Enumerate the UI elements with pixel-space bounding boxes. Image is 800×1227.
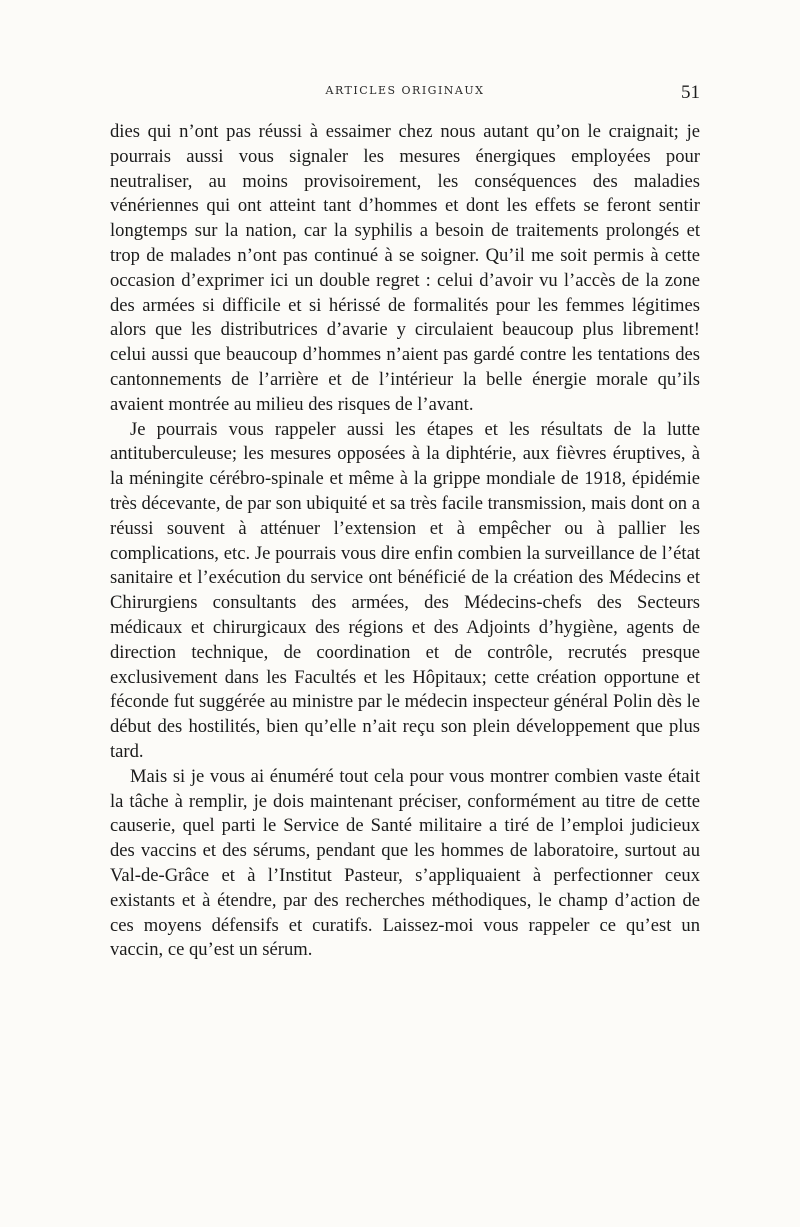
paragraph-epidemics: Je pourrais vous rappeler aussi les étapes et les résultats de la lutte antituberculeuse; les mesures opposées à la diphtérie, aux fièvres éruptives, à la méningite cérébro-spinale et même à la grippe mondiale de 1918, épidémie très décevante, de par son ubiquité et sa très facile transmission, mais dont on a réussi souvent à atténuer l’extension et à empêcher ou à pallier les complications, etc. Je pourrais vous dire enfin combien la surveillance de l’état sanitaire et l’exécution du service ont bénéficié de la création des Médecins et Chirurgiens consultants des armées, des Médecins-chefs des Secteurs médicaux et chirurgicaux des régions et des Adjoints d’hygiène, agents de direction technique, de coordination et de contrôle, recrutés presque exclusivement dans les Facultés et les Hôpitaux; cette création opportune et féconde fut suggérée au ministre par le médecin inspecteur général Polin dès le début des hostilités, bien qu’elle n’ait reçu son plein développement que plus tard.	[110, 418, 700, 762]
running-header	[110, 82, 700, 102]
page-number: 51	[681, 82, 700, 103]
body-text	[110, 120, 700, 963]
paragraph-continuation: dies qui n’ont pas réussi à essaimer chez nous autant qu’on le craignait; je pourrais aussi vous signaler les mesures énergiques employées pour neutraliser, au moins provisoirement, les conséquences des maladies vénériennes qui ont atteint tant d’hommes et dont les effets se feront sentir longtemps sur la nation, car la syphilis a besoin de traitements prolongés et trop de malades n’ont pas continué à se soigner. Qu’il me soit permis à cette occasion d’exprimer ici un double regret : celui d’avoir vu l’accès de la zone des armées si difficile et si hérissé de formalités pour les femmes légitimes alors que les distributrices d’avarie y circulaient beaucoup plus librement! celui aussi que beaucoup d’hommes n’aient pas gardé contre les tentations des cantonnements de l’arrière et de l’intérieur la belle énergie morale qu’ils avaient montrée au milieu des risques de l’avant.	[110, 121, 700, 415]
running-title: ARTICLES ORIGINAUX	[325, 84, 485, 97]
paragraph-vaccines-sera: Mais si je vous ai énuméré tout cela pour vous montrer combien vaste était la tâche à remplir, je dois maintenant préciser, conformément au titre de cette causerie, quel parti le Service de Santé militaire a tiré de l’emploi judicieux des vaccins et des sérums, pendant que les hommes de laboratoire, surtout au Val-de-Grâce et à l’Institut Pasteur, s’appliquaient à perfectionner ceux existants et à étendre, par des recherches méthodiques, le champ d’action de ces moyens défensifs et curatifs. Laissez-moi vous rappeler ce qu’est un vaccin, ce qu’est un sérum.	[110, 765, 700, 961]
